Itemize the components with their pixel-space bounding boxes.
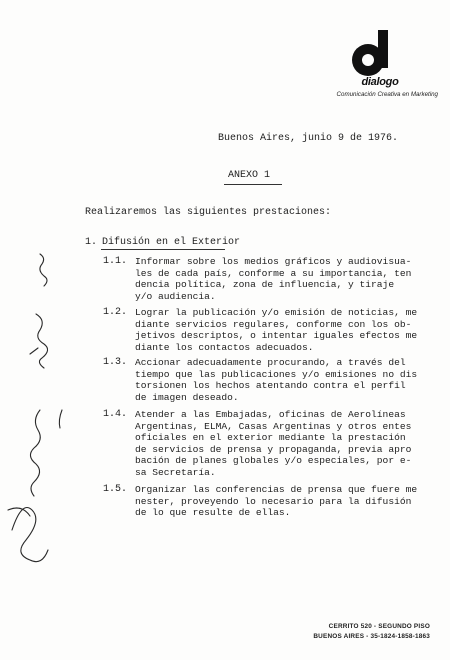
section-underline [101, 249, 225, 250]
letter-date: Buenos Aires, junio 9 de 1976. [218, 133, 399, 144]
item-number: 1.4. [103, 409, 128, 420]
section-number: 1. [85, 237, 98, 248]
brand-name: dialogo [361, 76, 399, 88]
item-number: 1.3. [103, 357, 128, 368]
item-text: Organizar las conferencias de prensa que fuere me nester, proveyendo lo necesario para la difusión de lo que resulte de ellas. [135, 484, 418, 519]
handwritten-signature [0, 250, 70, 580]
item-text: Atender a las Embajadas, oficinas de Aerolíneas Argentinas, ELMA, Casas Argentinas y otros entes oficiales en el exterior mediante la prestación de servicios de prensa y propaganda, previa apro bación de planes globales y/o especiales, por e- sa Secretaría. [135, 409, 412, 478]
intro-text: Realizaremos las siguientes prestaciones: [85, 207, 332, 218]
item-text: Accionar adecuadamente procurando, a través del tiempo que las publicaciones y/o emisiones no dis torsionen los hechos atentando contra el perfil de imagen deseado. [135, 357, 418, 403]
annex-title: ANEXO 1 [228, 170, 271, 181]
item-number: 1.1. [103, 256, 128, 267]
item-number: 1.2. [103, 307, 128, 318]
footer-address: CERRITO 520 - SEGUNDO PISO [328, 623, 430, 630]
section-title: Difusión en el Exterior [102, 237, 241, 248]
item-text: Informar sobre los medios gráficos y audiovisua- les de cada país, conforme a su importancia, ten dencia política, zona de influencia, y tiraje y/o audiencia. [135, 256, 412, 302]
footer-phones: BUENOS AIRES - 35-1824-1858-1863 [313, 633, 430, 640]
annex-underline [224, 184, 282, 185]
brand-tagline: Comunicación Creativa en Marketing [336, 91, 438, 98]
item-text: Lograr la publicación y/o emisión de noticias, me diante servicios regulares, conforme con los ob- jetivos descriptos, o intentar iguales efectos me diante los contactos adecuados. [135, 307, 418, 353]
item-number: 1.5. [103, 484, 128, 495]
